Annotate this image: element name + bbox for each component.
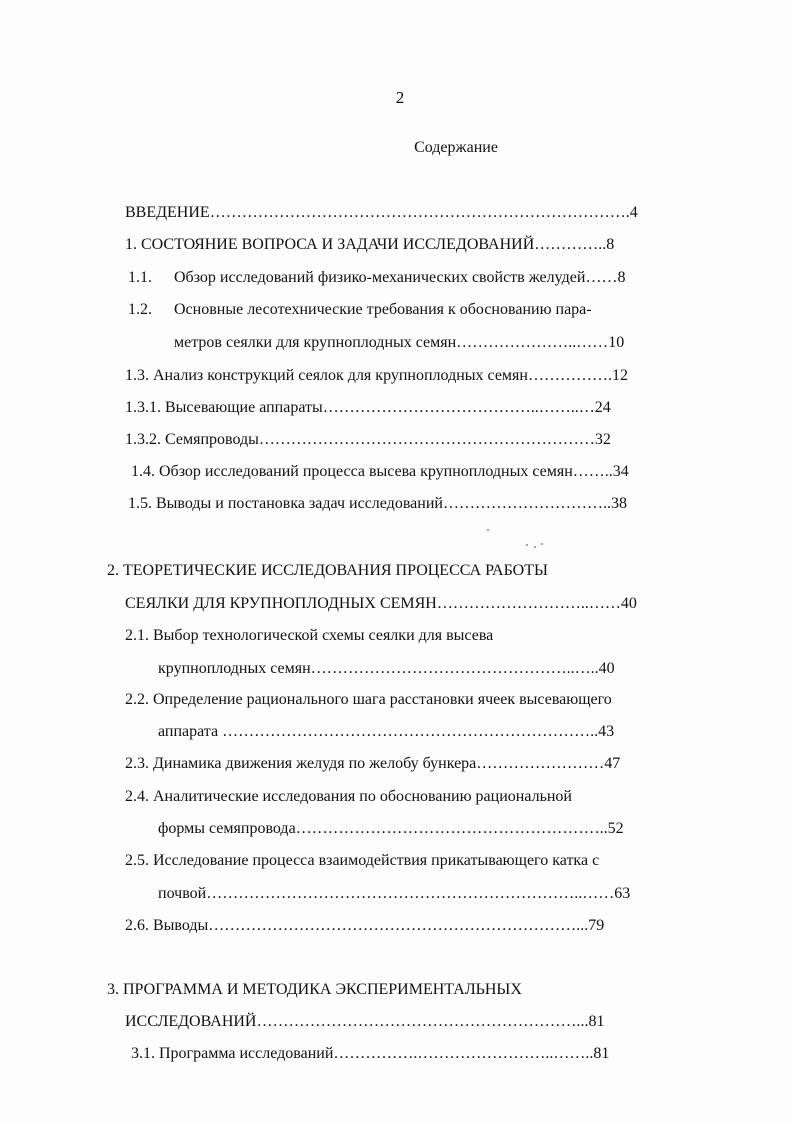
toc-entry-chapter-2: 2. ТЕОРЕТИЧЕСКИЕ ИССЛЕДОВАНИЯ ПРОЦЕССА РАБОТЫ — [107, 562, 548, 579]
toc-entry-2-4-continuation: формы семяпровода…………………………………………………..52 — [158, 820, 624, 837]
toc-entry-2-4: 2.4. Аналитические исследования по обоснованию рациональной — [125, 788, 572, 805]
toc-entry-1-1-title: Обзор исследований физико-механических свойств желудей……8 — [174, 269, 626, 286]
toc-entry-chapter-2-continuation: СЕЯЛКИ ДЛЯ КРУПНОПЛОДНЫХ СЕМЯН………………………..……40 — [125, 595, 637, 612]
toc-entry-chapter-1: 1. СОСТОЯНИЕ ВОПРОСА И ЗАДАЧИ ИССЛЕДОВАНИЙ…………..8 — [125, 236, 615, 253]
toc-entry-3-1: 3.1. Программа исследований…………….……………………..……..81 — [131, 1045, 610, 1062]
toc-entry-2-3: 2.3. Динамика движения желудя по желобу бункера……………………47 — [125, 755, 621, 772]
toc-entry-1-3: 1.3. Анализ конструкций сеялок для крупноплодных семян…………….12 — [125, 367, 628, 384]
toc-entry-2-2: 2.2. Определение рационального шага расстановки ячеек высевающего — [125, 691, 612, 708]
scan-speck — [541, 543, 543, 545]
toc-entry-1-3-2: 1.3.2. Семяпроводы………………………………………………………32 — [125, 431, 611, 448]
toc-entry-chapter-3-continuation: ИССЛЕДОВАНИЙ……………………………………………………...81 — [125, 1013, 605, 1030]
toc-title: Содержание — [414, 139, 498, 156]
toc-entry-1-2-title: Основные лесотехнические требования к обоснованию пара- — [174, 301, 592, 318]
toc-entry-2-5: 2.5. Исследование процесса взаимодействия прикатывающего катка с — [125, 852, 600, 869]
scan-speck — [526, 544, 528, 546]
toc-entry-2-1-continuation: крупноплодных семян…………………………………………..…..40 — [158, 660, 615, 677]
toc-entry-introduction: ВВЕДЕНИЕ…………………………………………………………………….4 — [125, 204, 638, 221]
toc-entry-2-5-continuation: почвой……………………………………………………………..……63 — [158, 885, 631, 902]
toc-entry-1-5: 1.5. Выводы и постановка задач исследований…………………………..38 — [128, 495, 627, 512]
toc-entry-1-2-continuation: метров сеялки для крупноплодных семян…………………..……10 — [174, 334, 625, 351]
toc-entry-2-1: 2.1. Выбор технологической схемы сеялки для высева — [125, 627, 494, 644]
toc-entry-2-2-continuation: аппарата ……………………………………………………………..43 — [158, 723, 615, 740]
scan-speck — [534, 546, 536, 548]
toc-entry-1-1-number: 1.1. — [128, 269, 152, 286]
scan-speck — [487, 529, 489, 531]
page-number: 2 — [395, 88, 405, 107]
toc-entry-chapter-3: 3. ПРОГРАММА И МЕТОДИКА ЭКСПЕРИМЕНТАЛЬНЫХ — [107, 981, 522, 998]
toc-entry-1-2-number: 1.2. — [128, 301, 152, 318]
toc-entry-1-4: 1.4. Обзор исследований процесса высева крупноплодных семян……..34 — [131, 463, 629, 480]
toc-entry-2-6: 2.6. Выводы……………………………………………………………...79 — [125, 917, 605, 934]
toc-entry-1-3-1: 1.3.1. Высевающие аппараты…………………………………..……..…24 — [125, 399, 611, 416]
